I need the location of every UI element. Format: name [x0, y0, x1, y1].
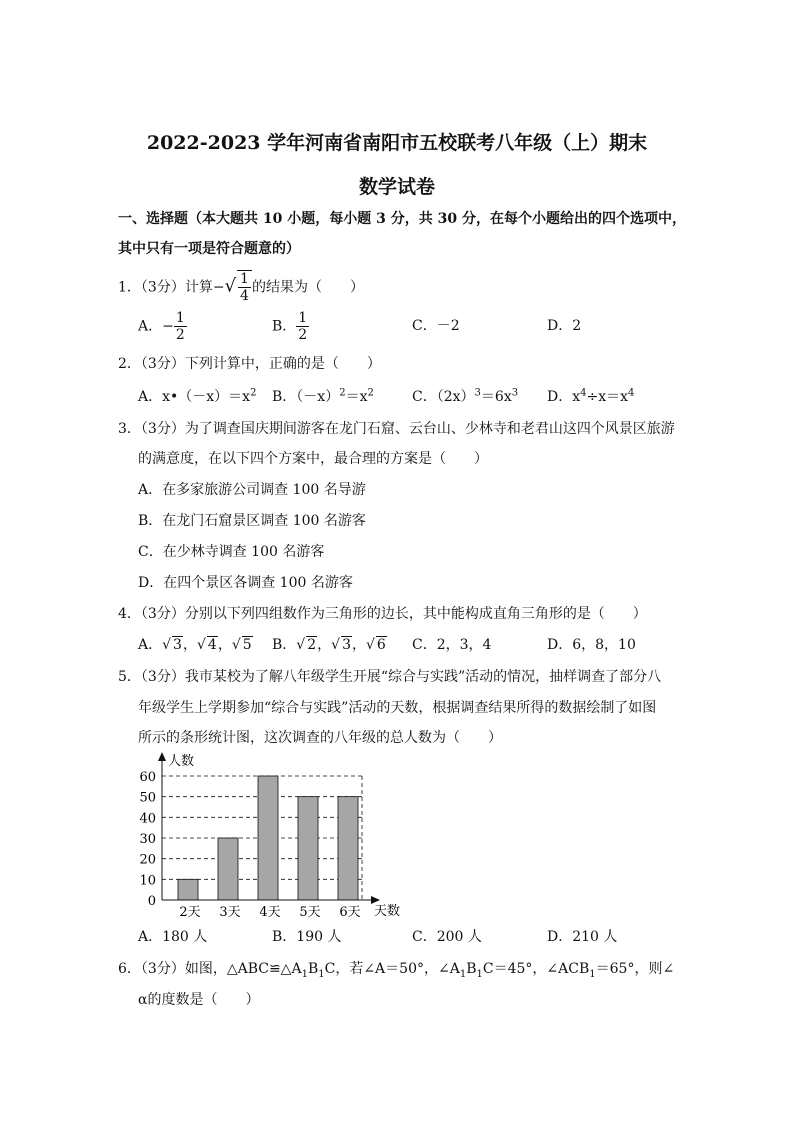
question-4-option-a: A．√ 3，√ 4，√ 5 — [138, 637, 252, 653]
section-heading-cont: 其中只有一项是符合题意的） — [118, 241, 300, 257]
question-3-stem: 3．（3分）为了调查国庆期间游客在龙门石窟、云台山、少林寺和老君山这四个风景区旅游 — [118, 421, 675, 437]
page-subtitle: 数学试卷 — [358, 176, 435, 198]
question-2-option-b: B．$(-x)^2=x^2$ — [272, 387, 374, 405]
question-2-option-d: D．$x^4\div x=x^4$ — [547, 387, 635, 405]
y-tick-label: 10 — [139, 873, 156, 889]
y-tick-label: 50 — [139, 790, 156, 806]
y-tick-label: 60 — [139, 770, 156, 785]
question-4-stem: 4．（3分）分别以下列四组数作为三角形的边长，其中能构成直角三角形的是（ ） — [118, 606, 647, 622]
x-tick-label: 2天 — [179, 905, 201, 920]
question-1-option-d: D．2 — [547, 318, 582, 334]
question-6-stem: 6．（3分）如图，$\triangle ABC≌\triangle A_1B_1C$，若∠A＝50°，$\angle A_1B_1C=45^\circ$，$\angle ACB_1=65^\circ$，则∠ — [118, 961, 675, 980]
question-1-option-c: C．－2 — [412, 318, 460, 334]
sqrt-icon: √ — [331, 637, 341, 653]
question-1-stem: 1．（3分）计算−√ $\frac{1}{4}$ 的结果为（ ） — [118, 271, 364, 304]
question-3-option-c: C．在少林寺调查 100 名游客 — [138, 544, 325, 560]
question-5-stem-cont: 年级学生上学期参加“综合与实践”活动的天数，根据调查结果所得的数据绘制了如图 — [138, 700, 657, 716]
question-3-option-a: A．在多家旅游公司调查 100 名导游 — [138, 482, 366, 498]
x-tick-label: 4天 — [259, 905, 281, 920]
bar-chart — [120, 752, 420, 922]
y-tick-label: 0 — [147, 894, 156, 909]
y-tick-label: 40 — [139, 811, 156, 827]
question-3-option-b: B．在龙门石窟景区调查 100 名游客 — [138, 513, 366, 529]
x-axis-label: 天数 — [374, 904, 401, 919]
question-5-option-b: B．190 人 — [272, 929, 342, 945]
minus-sign: − — [212, 279, 225, 296]
question-2-option-c: C．$(2x)^3=6x^3$ — [412, 387, 519, 405]
sqrt-icon: √ — [231, 637, 241, 653]
question-1-option-b: B． $\frac{1}{2}$ — [272, 310, 308, 343]
section-heading: 一、选择题（本大题共 10 小题，每小题 3 分，共 30 分，在每个小题给出的四个选项中， — [118, 211, 686, 227]
sqrt-icon: √ — [196, 637, 206, 653]
bar-4天 — [258, 776, 278, 900]
x-tick-label: 3天 — [219, 905, 241, 920]
y-axis-label: 人数 — [168, 754, 195, 769]
x-tick-label: 6天 — [339, 905, 361, 920]
question-5-option-c: C．200 人 — [412, 929, 482, 945]
question-3-stem-cont: 的满意度，在以下四个方案中，最合理的方案是（ ） — [138, 451, 488, 467]
sqrt-icon: √ — [162, 637, 172, 653]
bar-2天 — [178, 879, 198, 900]
question-5-option-d: D．210 人 — [547, 929, 618, 945]
question-4-option-b: B．√ 2，√ 3，√ 6 — [272, 637, 386, 653]
sqrt-icon: √ — [296, 637, 306, 653]
question-6-stem-cont: α的度数是（ ） — [138, 992, 260, 1008]
y-tick-label: 30 — [139, 832, 156, 847]
sqrt-icon: √ — [224, 275, 237, 297]
page-title: 2022-2023 学年河南省南阳市五校联考八年级（上）期末 — [146, 132, 648, 154]
bar-3天 — [218, 838, 238, 900]
y-tick-label: 20 — [139, 852, 156, 868]
bar-5天 — [298, 797, 318, 900]
x-axis-arrow — [371, 896, 380, 904]
question-3-option-d: D．在四个景区各调查 100 名游客 — [138, 575, 353, 591]
x-tick-label: 5天 — [299, 905, 321, 920]
fraction: $\frac{1}{4}$ — [240, 271, 249, 304]
question-2-stem: 2．（3分）下列计算中，正确的是（ ） — [118, 356, 381, 372]
bar-6天 — [338, 797, 358, 900]
sqrt-icon: √ — [365, 637, 375, 653]
question-2-option-a: A．$x•(-x)=x^2$ — [138, 387, 257, 405]
question-4-option-c: C．2，3，4 — [412, 637, 492, 653]
question-1-option-a: A．− $\frac{1}{2}$ — [138, 310, 185, 343]
y-axis-arrow — [158, 752, 166, 761]
question-5-stem: 5．（3分）我市某校为了解八年级学生开展“综合与实践”活动的情况，抽样调查了部分八 — [118, 669, 662, 685]
question-5-stem-cont2: 所示的条形统计图，这次调查的八年级的总人数为（ ） — [138, 730, 502, 746]
question-5-option-a: A．180 人 — [138, 929, 208, 945]
question-4-option-d: D．6，8，10 — [547, 637, 636, 653]
